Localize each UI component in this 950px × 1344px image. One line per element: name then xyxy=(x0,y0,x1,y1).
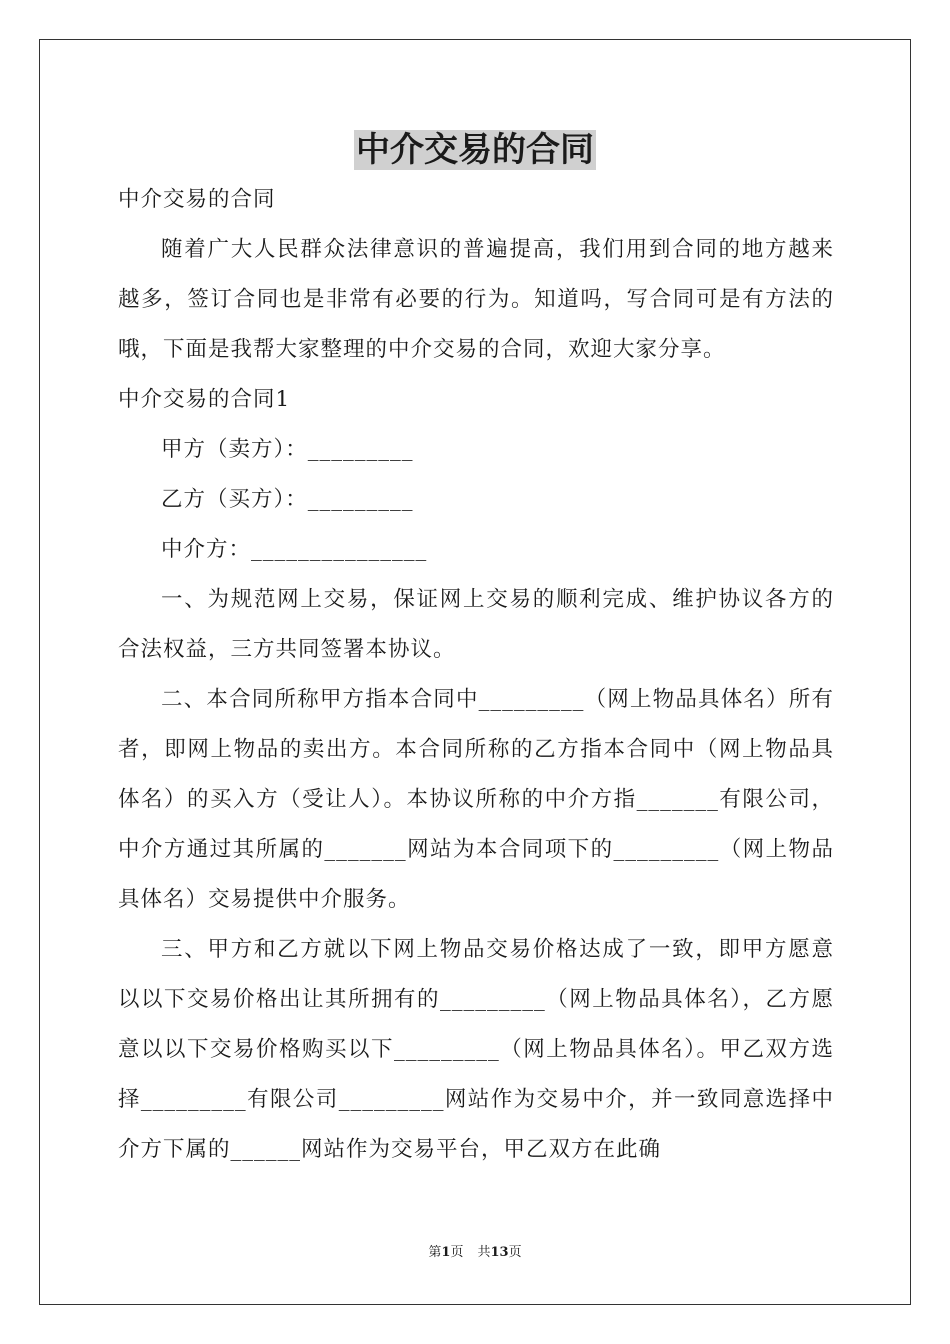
footer-total-prefix: 共 xyxy=(477,1245,491,1260)
paragraph-intermediary: 中介方：_______________ xyxy=(161,537,428,562)
paragraph-heading: 中介交易的合同 xyxy=(118,187,276,212)
footer-page-prefix: 第 xyxy=(428,1245,442,1260)
paragraph-clause-3: 三、甲方和乙方就以下网上物品交易价格达成了一致，即甲方愿意以以下交易价格出让其所拥有的_________（网上物品具体名），乙方愿意以以下交易价格购买以下_________（网上物品具体名）。甲乙双方选择_________有限公司_________网站作为交易中介，并一致同意选择中介方下属的______网站作为交易平台，甲乙双方在此确 xyxy=(118,937,834,1162)
document-title xyxy=(0,128,950,172)
document-body xyxy=(118,175,834,1175)
paragraph-party-b: 乙方（买方）：_________ xyxy=(161,487,414,512)
paragraph-intro: 随着广大人民群众法律意识的普遍提高，我们用到合同的地方越来越多，签订合同也是非常有必要的行为。知道吗，写合同可是有方法的哦，下面是我帮大家整理的中介交易的合同，欢迎大家分享。 xyxy=(118,237,834,362)
footer-page-suffix: 页 xyxy=(450,1245,464,1260)
footer-page-current: 1 xyxy=(441,1245,451,1260)
footer-total-suffix: 页 xyxy=(508,1245,522,1260)
footer-page-total: 13 xyxy=(490,1245,509,1260)
page-footer xyxy=(0,1244,950,1262)
paragraph-party-a: 甲方（卖方）：_________ xyxy=(161,437,414,462)
paragraph-clause-1: 一、为规范网上交易，保证网上交易的顺利完成、维护协议各方的合法权益，三方共同签署本协议。 xyxy=(118,587,834,662)
paragraph-section-title: 中介交易的合同1 xyxy=(118,387,291,412)
paragraph-clause-2: 二、本合同所称甲方指本合同中_________（网上物品具体名）所有者，即网上物品的卖出方。本合同所称的乙方指本合同中（网上物品具体名）的买入方（受让人）。本协议所称的中介方指_______有限公司，中介方通过其所属的_______网站为本合同项下的_________（网上物品具体名）交易提供中介服务。 xyxy=(118,687,834,912)
document-title-text: 中介交易的合同 xyxy=(356,130,594,170)
